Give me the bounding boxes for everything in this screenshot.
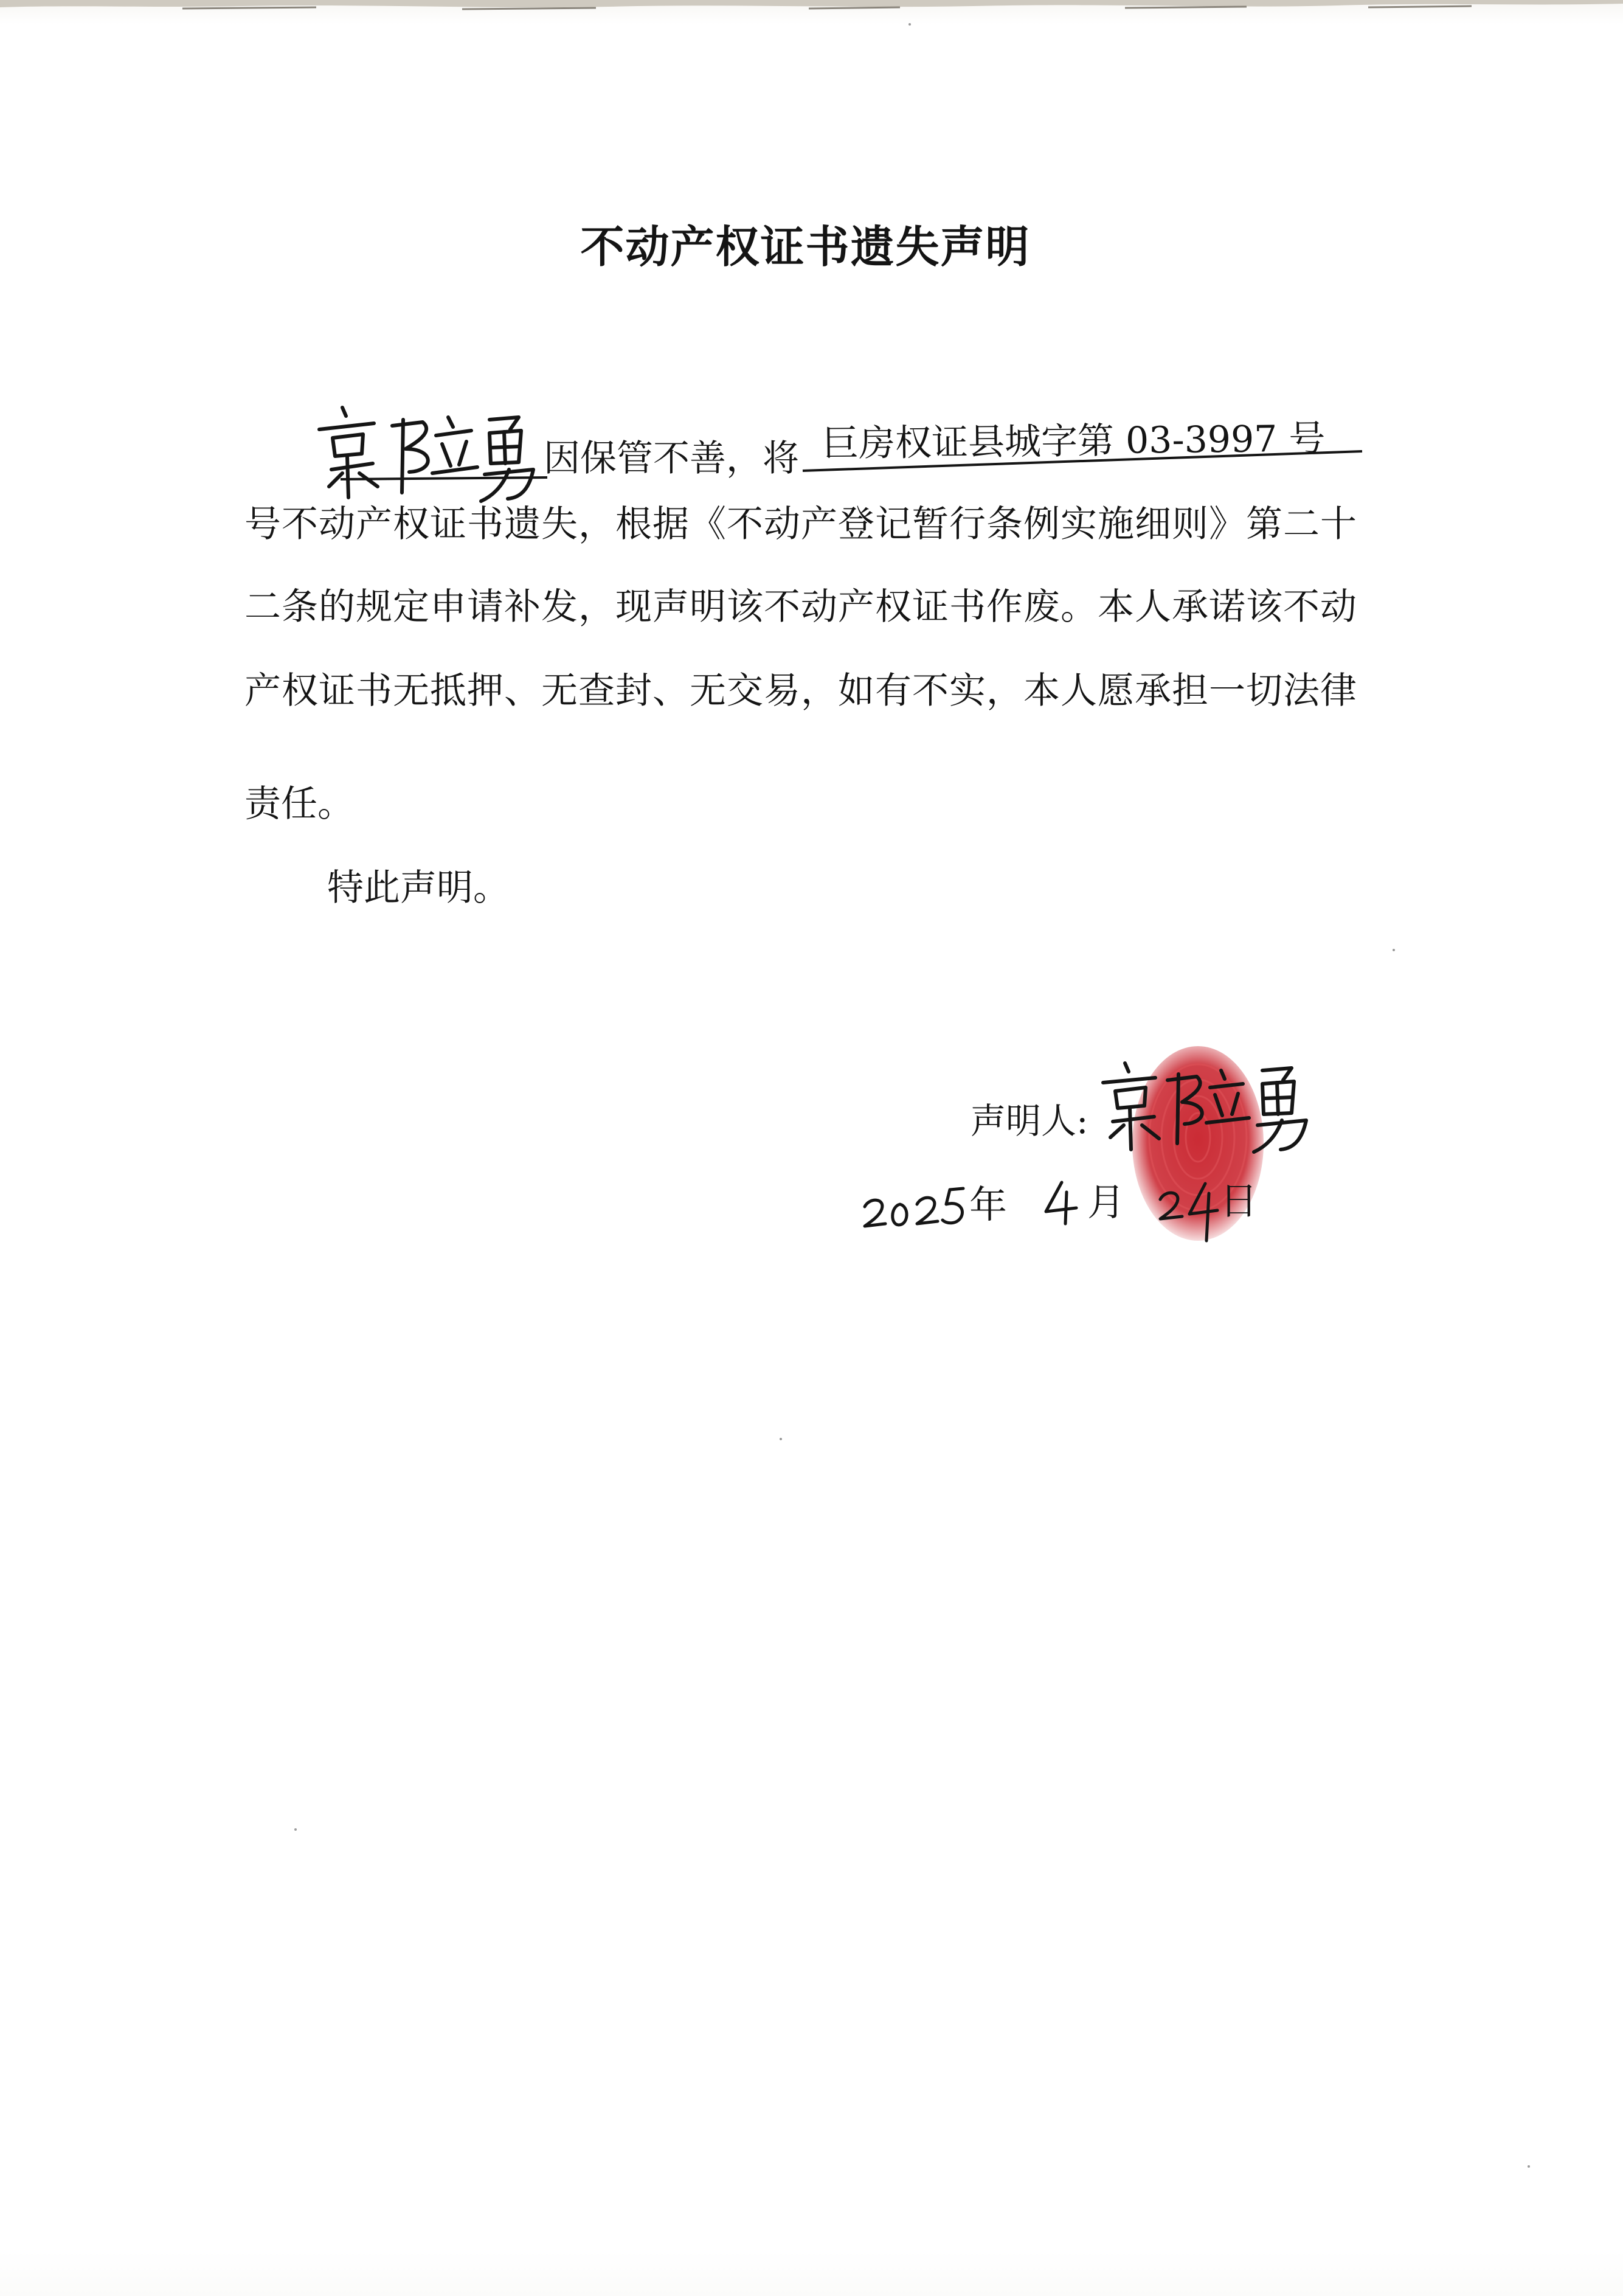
declarant-label: 声明人: — [971, 1100, 1088, 1142]
certificate-number: 巨房权证县城字第 03-3997 号 — [822, 417, 1326, 465]
scan-speck — [908, 23, 911, 26]
date-month-label: 月 — [1087, 1180, 1126, 1224]
closing-statement: 特此声明。 — [327, 867, 510, 909]
certificate-number-underline — [803, 449, 1362, 473]
declarant-signature-bottom — [1095, 1052, 1313, 1162]
date-year-label: 年 — [969, 1182, 1008, 1227]
body-line-1-prefix: 因保管不善，将 — [544, 437, 799, 480]
date-day-label: 日 — [1220, 1179, 1258, 1223]
scan-speck — [780, 1438, 782, 1440]
scan-speck — [1393, 949, 1395, 951]
body-line-5: 责任。 — [244, 783, 354, 825]
body-line-4: 产权证书无抵押、无查封、无交易，如有不实，本人愿承担一切法律 — [244, 670, 1357, 712]
scan-speck — [294, 1828, 297, 1831]
declarant-signature — [307, 395, 550, 511]
handwritten-month — [1041, 1179, 1084, 1227]
handwritten-year — [861, 1180, 971, 1235]
page-title: 不动产权证书遗失声明 — [580, 221, 1031, 272]
scan-speck — [1528, 2165, 1530, 2168]
scan-top-edge — [0, 0, 1623, 16]
handwritten-day — [1157, 1177, 1223, 1244]
body-line-2: 号不动产权证书遗失，根据《不动产登记暂行条例实施细则》第二十 — [244, 503, 1357, 546]
signature-underline — [341, 474, 547, 483]
body-line-3: 二条的规定申请补发，现声明该不动产权证书作废。本人承诺该不动 — [244, 586, 1357, 628]
